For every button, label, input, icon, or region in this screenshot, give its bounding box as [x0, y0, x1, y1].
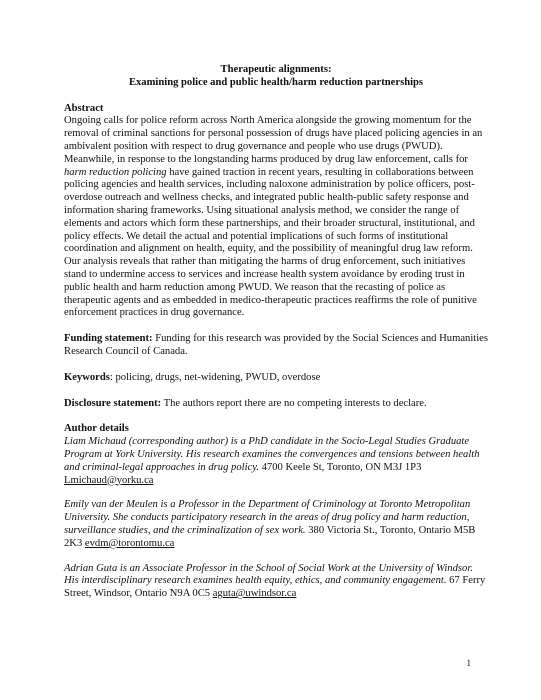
funding-text: Funding for this research was provided by the Social Sciences and Humanities Research Council of Canada.: [64, 333, 488, 357]
page-number: 1: [466, 658, 471, 668]
author-2-address: 380 Victoria St., Toronto, Ontario M5B 2K3: [64, 524, 476, 549]
author-2: [64, 499, 488, 550]
author-details-heading: Author details: [64, 423, 129, 435]
abstract-text-2: have gained traction in recent years, resulting in collaborations between policing agencies and health services, including naloxone administration by police officers, post-overdose outreach and wellness checks, and integrated public health-public safety response and information sharing frameworks. Using situational analysis method, we consider the range of elements and actors which form these partnerships, and their broader structural, institutional, and policy effects. We detail the actual and potential implications of such forms of institutional coordination and alignment on health, equity, and the possibility of meaningful drug law reform. Our analysis reveals that rather than mitigating the harms of drug enforcement, such initiatives stand to undermine access to services and increase health system avoidance by eroding trust in public health and harm reduction among PWUD. We reason that the recasting of police as therapeutic agents and as embedded in medico-therapeutic practices reaffirms the role of punitive enforcement practices in drug governance.: [64, 166, 477, 319]
author-2-email-link[interactable]: evdm@torontomu.ca: [84, 537, 175, 549]
author-3-bio: Adrian Guta is an Associate Professor in the School of Social Work at the University of Windsor. His interdisciplinary research examines health equity, ethics, and community engagement.: [64, 562, 473, 587]
funding-label: Funding statement:: [64, 333, 153, 345]
abstract-italic-term: harm reduction policing: [64, 166, 167, 178]
disclosure-statement: [64, 398, 488, 411]
author-1-bio: Liam Michaud (corresponding author) is a PhD candidate in the Socio-Legal Studies Graduate Program at York University. His research examines the convergences and tensions between health and criminal-legal approaches in drug policy.: [64, 436, 480, 473]
keywords: [64, 372, 488, 385]
author-2-bio: Emily van der Meulen is a Professor in the Department of Criminology at Toronto Metropolitan University. She conducts participatory research in the areas of drug policy and harm reduction, surveillance studies, and the criminalization of sex work.: [64, 499, 471, 536]
author-1-address: 4700 Keele St, Toronto, ON M3J 1P3: [258, 461, 422, 473]
abstract-heading: Abstract: [64, 102, 104, 114]
disclosure-label: Disclosure statement:: [64, 397, 162, 409]
paper-title: [64, 64, 488, 90]
author-3-email-link[interactable]: aguta@uwindsor.ca: [212, 588, 297, 600]
funding-statement: [64, 333, 488, 359]
abstract-text-1: Ongoing calls for police reform across North America alongside the growing momentum for the removal of criminal sanctions for personal possession of drugs have placed policing agencies in an ambivalent position with respect to drug governance and people who use drugs (PWUD). Meanwhile, in response to the longstanding harms produced by drug law enforcement, calls for: [64, 115, 483, 165]
disclosure-text: The authors report there are no competing interests to declare.: [161, 397, 427, 409]
title-line-2: Examining police and public health/harm reduction partnerships: [128, 76, 424, 88]
author-3-address: 67 Ferry Street, Windsor, Ontario N9A 0C5: [64, 575, 486, 600]
author-1: [64, 436, 488, 487]
keywords-label: Keywords: [64, 371, 110, 383]
document-page: [64, 64, 488, 601]
author-1-email-link[interactable]: Lmichaud@yorku.ca: [64, 474, 154, 486]
author-3: [64, 563, 488, 601]
keywords-text: : policing, drugs, net-widening, PWUD, overdose: [109, 371, 321, 383]
abstract-body: [64, 115, 488, 320]
title-line-1: Therapeutic alignments:: [220, 64, 332, 75]
